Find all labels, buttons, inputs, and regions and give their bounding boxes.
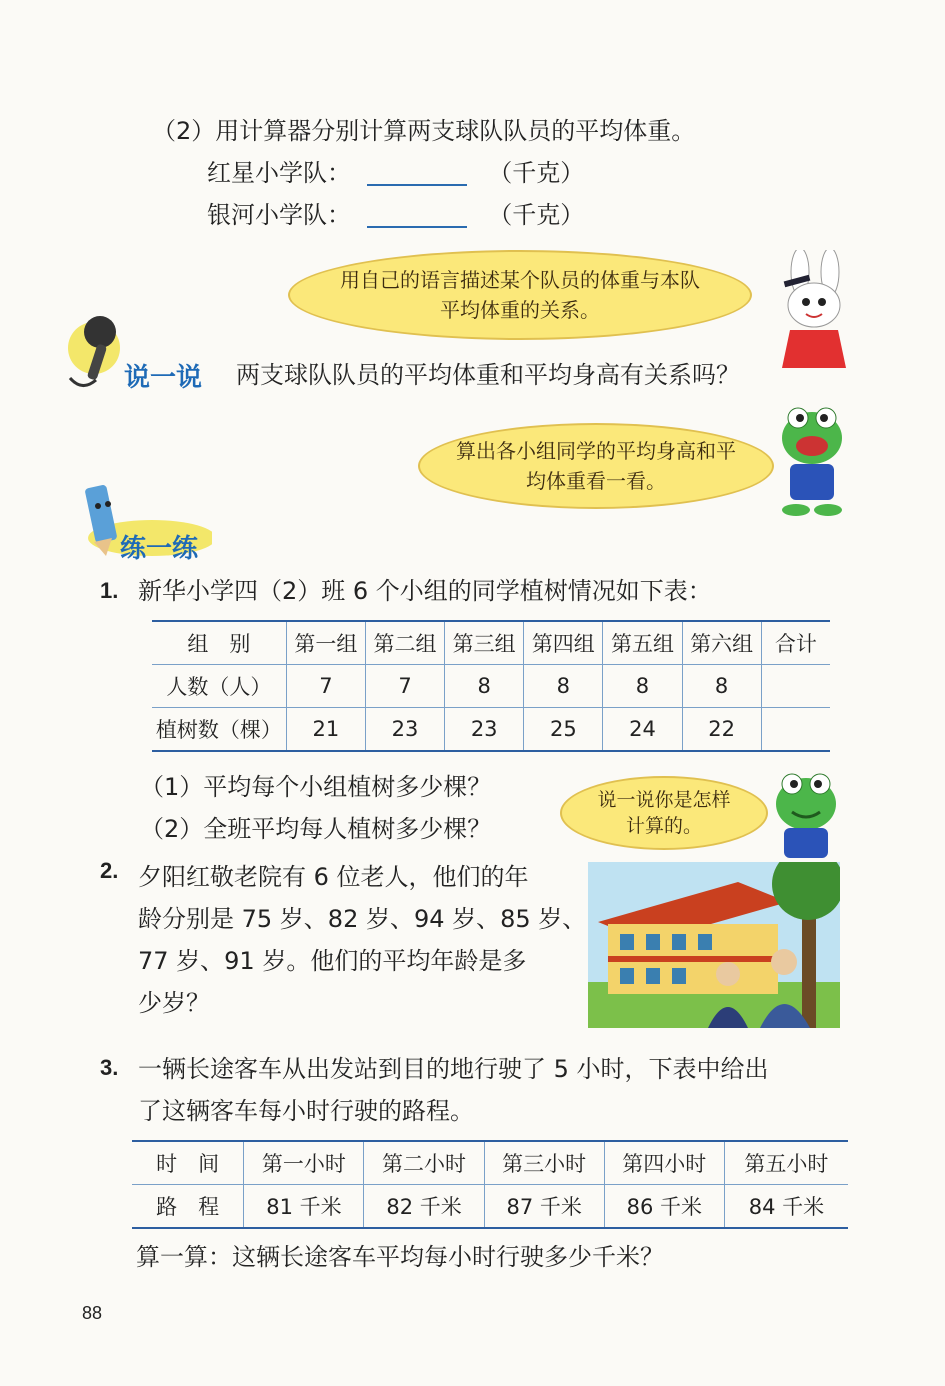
lian-yi-lian-label: 练一练	[120, 534, 199, 564]
team2-answer-blank[interactable]	[367, 204, 467, 228]
table-header-cell: 第五小时	[724, 1141, 848, 1185]
page-number: 88	[82, 1303, 103, 1323]
table-header-cell: 组 别	[187, 632, 251, 656]
table-cell: 7	[365, 665, 444, 708]
table-row	[132, 1185, 848, 1229]
rabbit-speech-text: 用自己的语言描述某个队员的体重与本队平均体重的关系。	[340, 268, 700, 322]
table-header-cell: 第四组	[524, 621, 603, 665]
rabbit-mascot-icon	[762, 250, 862, 370]
nursing-home-illustration	[588, 862, 840, 1028]
ex2-line: 少岁？	[138, 989, 210, 1017]
ex1-q1: （1）平均每个小组植树多少棵？	[140, 773, 492, 801]
table-cell: 82 千米	[364, 1185, 484, 1229]
table-header-cell: 第三组	[445, 621, 524, 665]
shuo-question: 两支球队队员的平均体重和平均身高有关系吗？	[236, 361, 740, 389]
ex2-text	[138, 856, 586, 1024]
table-cell: 23	[365, 708, 444, 752]
table-header-cell: 第五组	[603, 621, 682, 665]
table-header-cell: 合计	[761, 621, 830, 665]
table-header-cell: 第一组	[286, 621, 365, 665]
table-cell: 8	[682, 665, 761, 708]
table-cell: 81 千米	[244, 1185, 364, 1229]
table-header-row	[132, 1141, 848, 1185]
table-cell: 87 千米	[484, 1185, 604, 1229]
table-header-cell: 第一小时	[244, 1141, 364, 1185]
table-cell-total[interactable]	[761, 665, 830, 708]
table-cell: 23	[445, 708, 524, 752]
table-row	[152, 665, 830, 708]
table-cell: 8	[445, 665, 524, 708]
tree-planting-table	[152, 620, 830, 752]
part2-question: （2）用计算器分别计算两支球队队员的平均体重。	[152, 117, 696, 145]
ex3-question: 算一算：这辆长途客车平均每小时行驶多少千米？	[136, 1243, 664, 1271]
table-cell: 24	[603, 708, 682, 752]
table-header-cell: 第二组	[365, 621, 444, 665]
table-cell: 22	[682, 708, 761, 752]
table-cell: 7	[286, 665, 365, 708]
table-cell: 路 程	[156, 1195, 220, 1219]
ex2-line: 夕阳红敬老院有 6 位老人，他们的年	[138, 863, 529, 891]
rabbit-speech-bubble	[288, 250, 752, 340]
table-cell: 84 千米	[724, 1185, 848, 1229]
table-cell: 8	[524, 665, 603, 708]
frog2-speech-bubble	[560, 776, 768, 850]
team2-row	[207, 200, 584, 230]
frog2-mascot-icon	[766, 768, 846, 860]
table-header-cell: 第四小时	[604, 1141, 724, 1185]
table-cell: 25	[524, 708, 603, 752]
table-row	[152, 708, 830, 752]
table-cell: 植树数（棵）	[155, 718, 282, 742]
table-header-cell: 第三小时	[484, 1141, 604, 1185]
table-header-row	[152, 621, 830, 665]
team2-label: 银河小学队：	[207, 201, 351, 229]
table-cell: 21	[286, 708, 365, 752]
table-cell: 8	[603, 665, 682, 708]
ex3-line2: 了这辆客车每小时行驶的路程。	[138, 1097, 474, 1125]
bus-distance-table	[132, 1140, 848, 1229]
ex3-line1: 一辆长途客车从出发站到目的地行驶了 5 小时，下表中给出	[138, 1055, 769, 1083]
frog2-speech-text: 说一说你是怎样计算的。	[597, 789, 731, 837]
team1-answer-blank[interactable]	[367, 162, 467, 186]
team1-unit: （千克）	[488, 159, 585, 187]
frog-mascot-icon	[772, 402, 850, 520]
ex1-text: 新华小学四（2）班 6 个小组的同学植树情况如下表：	[138, 577, 712, 605]
table-header-cell: 时 间	[156, 1152, 220, 1176]
team1-label: 红星小学队：	[207, 159, 351, 187]
ex2-number: 2.	[100, 858, 119, 883]
table-header-cell: 第二小时	[364, 1141, 484, 1185]
team1-row	[207, 158, 584, 188]
table-header-cell: 第六组	[682, 621, 761, 665]
microphone-icon	[62, 308, 132, 393]
table-cell-total[interactable]	[761, 708, 830, 752]
ex2-line: 龄分别是 75 岁、82 岁、94 岁、85 岁、	[138, 905, 587, 933]
ex1-q2: （2）全班平均每人植树多少棵？	[140, 815, 492, 843]
ex1-number: 1.	[100, 578, 119, 603]
frog-speech-bubble	[418, 423, 774, 509]
frog-speech-text: 算出各小组同学的平均身高和平均体重看一看。	[456, 439, 736, 493]
team2-unit: （千克）	[488, 201, 585, 229]
table-cell: 86 千米	[604, 1185, 724, 1229]
shuo-yi-shuo-label: 说一说	[124, 363, 203, 393]
ex3-number: 3.	[100, 1055, 119, 1080]
ex2-line: 77 岁、91 岁。他们的平均年龄是多	[138, 947, 527, 975]
table-cell: 人数（人）	[166, 675, 272, 699]
